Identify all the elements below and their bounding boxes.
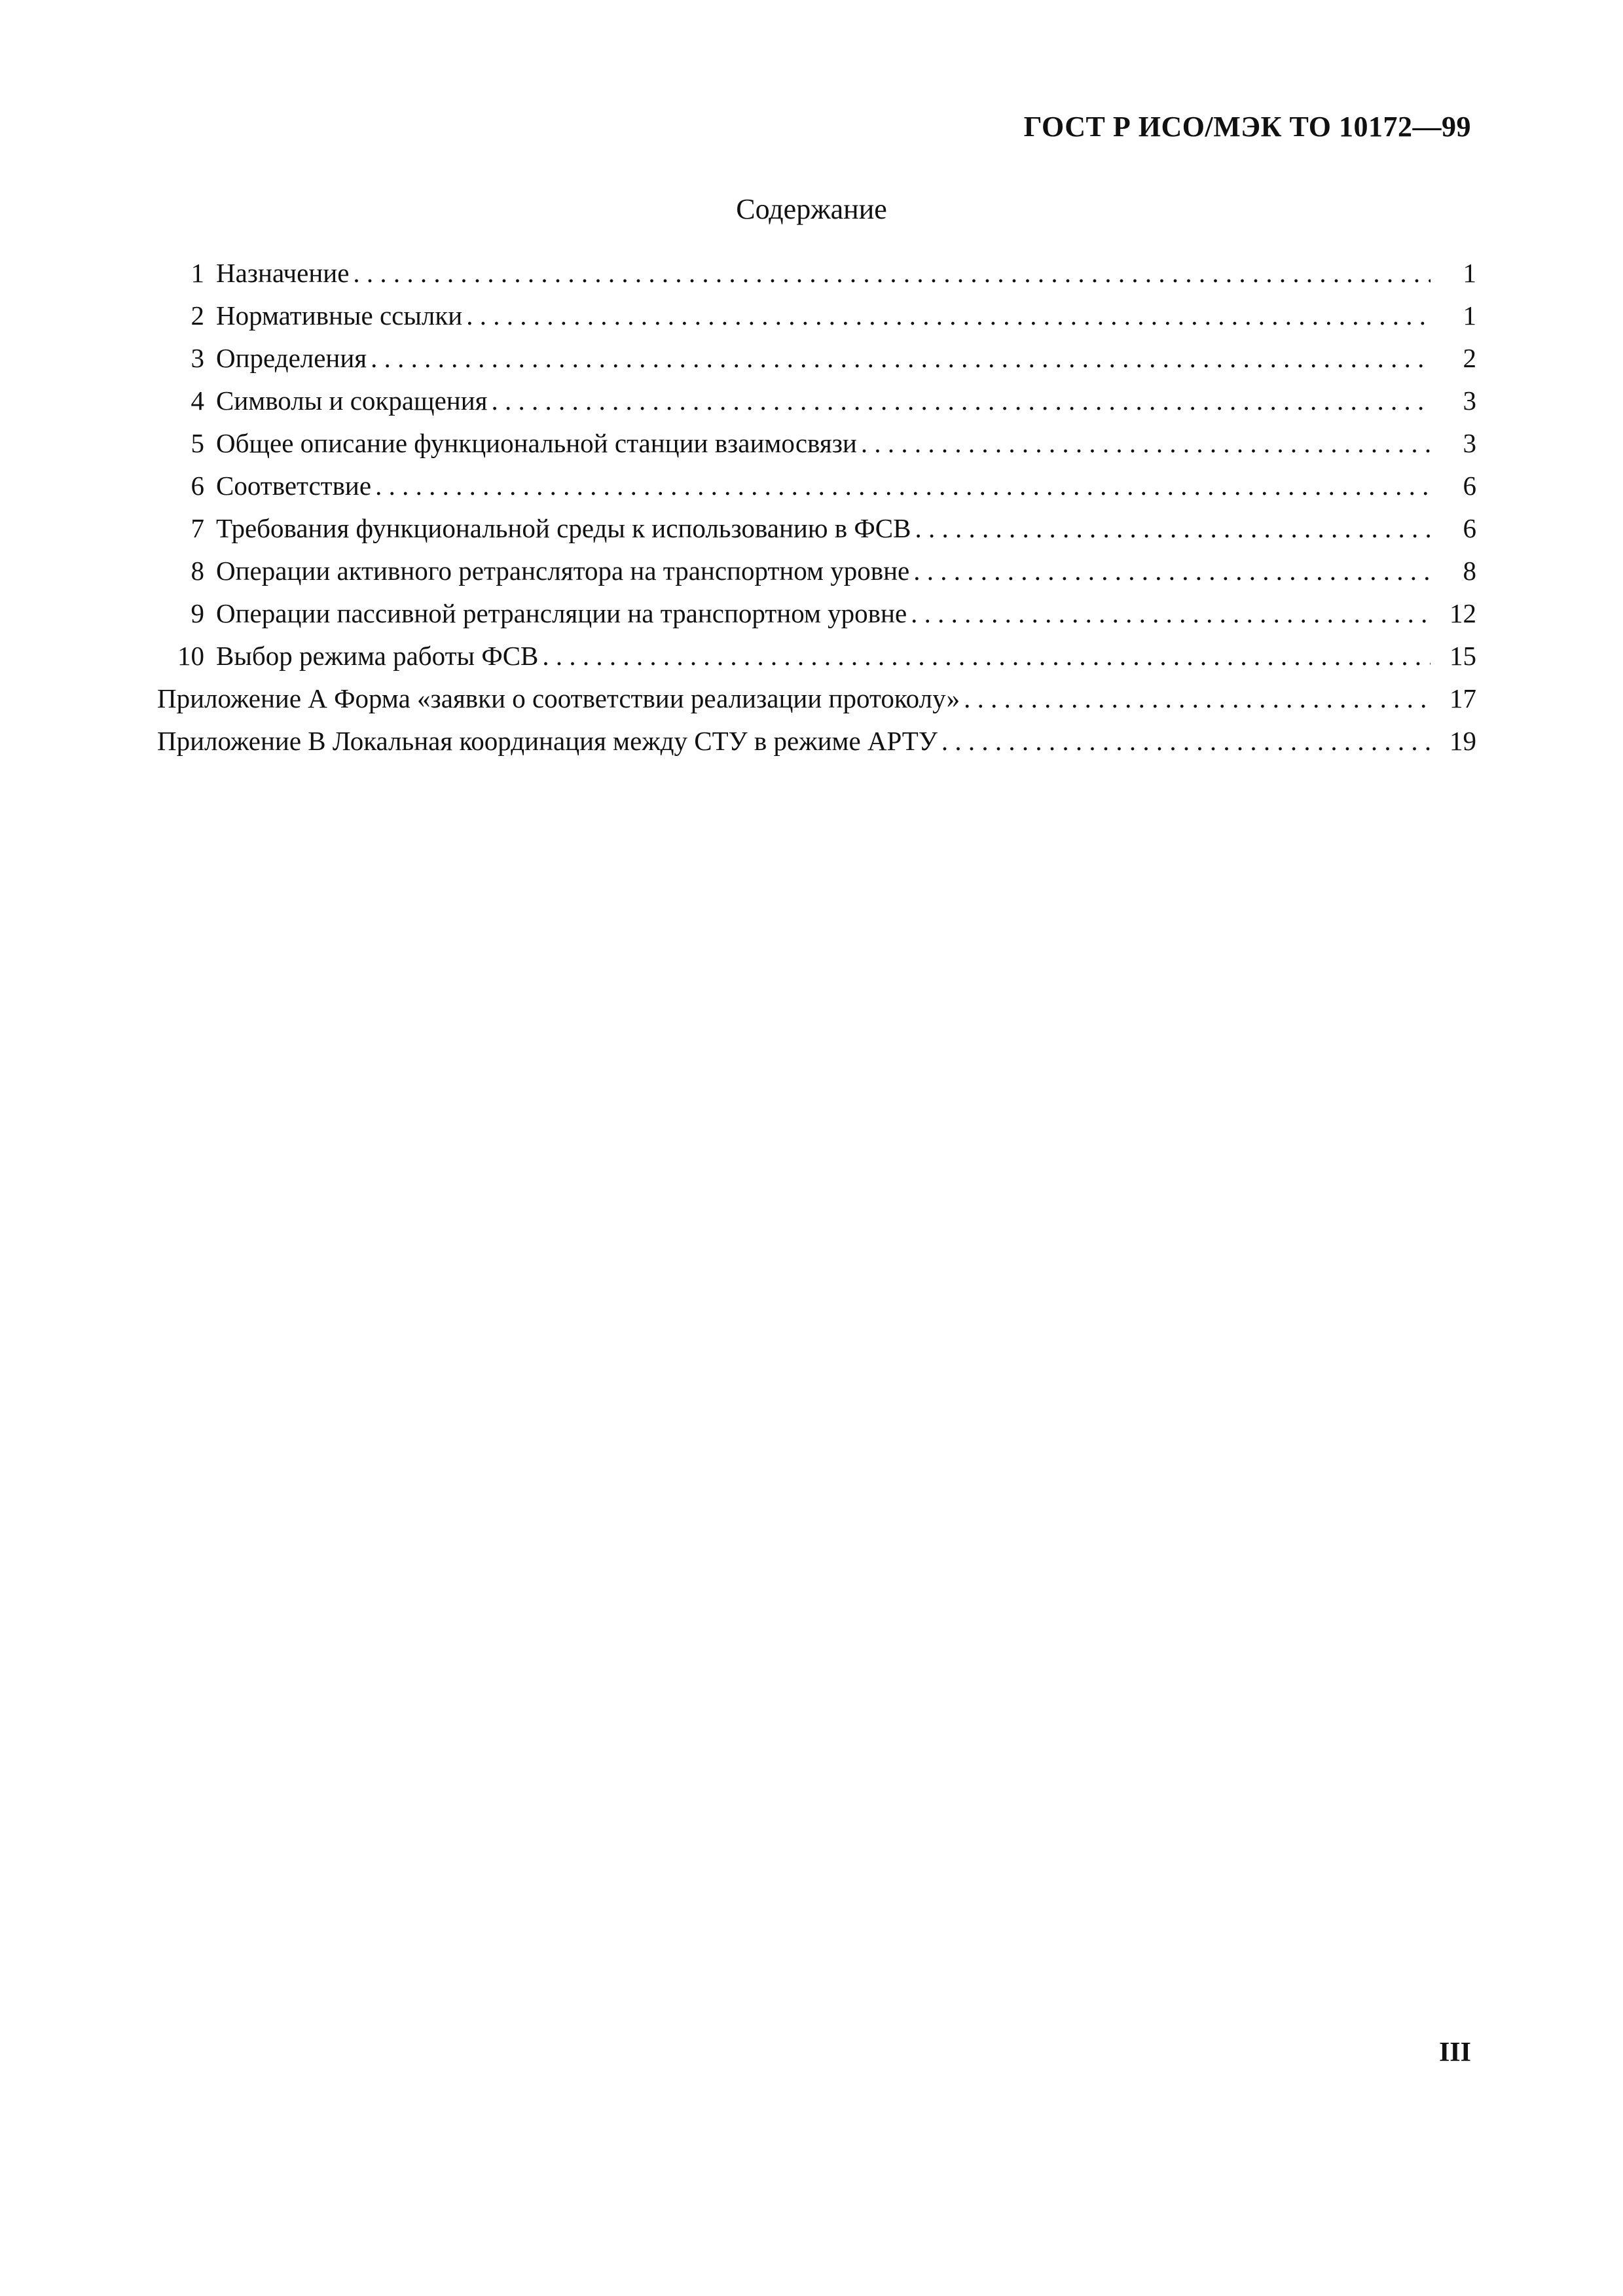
toc-entry-page: 1 bbox=[1463, 258, 1476, 288]
toc-dot-leader bbox=[492, 380, 1431, 422]
toc-entry-page: 17 bbox=[1450, 683, 1476, 713]
toc-entry-label: Назначение bbox=[216, 258, 350, 288]
toc-entry-label: Определения bbox=[216, 343, 367, 373]
toc-entry-number: 9 bbox=[191, 598, 204, 628]
toc-dot-leader bbox=[353, 252, 1431, 295]
toc-entry-label: Приложение В Локальная координация между СТУ в режиме АРТУ bbox=[157, 726, 938, 756]
toc-dot-leader bbox=[941, 720, 1431, 762]
toc-entry-page: 8 bbox=[1463, 556, 1476, 586]
toc-entry-10[interactable] bbox=[157, 635, 1476, 677]
toc-entry-page: 2 bbox=[1463, 343, 1476, 373]
toc-dot-leader bbox=[542, 635, 1431, 677]
toc-entry-page: 3 bbox=[1463, 386, 1476, 416]
toc-dot-leader bbox=[466, 295, 1431, 337]
toc-dot-leader bbox=[913, 550, 1431, 592]
toc-dot-leader bbox=[964, 677, 1431, 720]
toc-entry-label: Операции активного ретранслятора на транспортном уровне bbox=[216, 556, 910, 586]
toc-entry-6[interactable] bbox=[157, 465, 1476, 507]
toc-dot-leader bbox=[861, 422, 1431, 465]
toc-entry-number: 3 bbox=[191, 343, 204, 373]
toc-entry-1[interactable] bbox=[157, 252, 1476, 295]
toc-entry-number: 6 bbox=[191, 471, 204, 501]
toc-entry-3[interactable] bbox=[157, 337, 1476, 380]
page-number: III bbox=[1438, 2037, 1471, 2068]
toc-entry-appendix-b[interactable] bbox=[157, 720, 1476, 762]
toc-entry-number: 10 bbox=[177, 641, 204, 671]
toc-entry-label: Соответствие bbox=[216, 471, 372, 501]
toc-entry-number: 8 bbox=[191, 556, 204, 586]
document-code-header: ГОСТ Р ИСО/МЭК ТО 10172—99 bbox=[1023, 111, 1471, 143]
toc-entry-label: Приложение А Форма «заявки о соответствии реализации протоколу» bbox=[157, 683, 960, 713]
toc-dot-leader bbox=[371, 337, 1431, 380]
toc-title: Содержание bbox=[736, 193, 887, 225]
toc-entry-page: 6 bbox=[1463, 513, 1476, 543]
toc-entry-label: Символы и сокращения bbox=[216, 386, 488, 416]
toc-entry-label: Требования функциональной среды к использованию в ФСВ bbox=[216, 513, 911, 543]
toc-entry-number: 1 bbox=[191, 258, 204, 288]
toc-entry-label: Общее описание функциональной станции взаимосвязи bbox=[216, 428, 857, 458]
toc-dot-leader bbox=[915, 507, 1431, 550]
toc-entry-7[interactable] bbox=[157, 507, 1476, 550]
toc-entry-page: 15 bbox=[1450, 641, 1476, 671]
toc-entry-5[interactable] bbox=[157, 422, 1476, 465]
toc-entry-appendix-a[interactable] bbox=[157, 677, 1476, 720]
toc-entry-page: 6 bbox=[1463, 471, 1476, 501]
toc-entry-label: Нормативные ссылки bbox=[216, 300, 463, 331]
toc-entry-label: Выбор режима работы ФСВ bbox=[216, 641, 539, 671]
toc-entry-page: 19 bbox=[1450, 726, 1476, 756]
toc-entry-number: 7 bbox=[191, 513, 204, 543]
toc-entry-4[interactable] bbox=[157, 380, 1476, 422]
toc-entry-label: Операции пассивной ретрансляции на транспортном уровне bbox=[216, 598, 907, 628]
toc-entry-page: 1 bbox=[1463, 300, 1476, 331]
toc-entry-number: 2 bbox=[191, 300, 204, 331]
toc-dot-leader bbox=[375, 465, 1431, 507]
toc-entry-9[interactable] bbox=[157, 592, 1476, 635]
table-of-contents bbox=[157, 252, 1476, 762]
toc-entry-page: 12 bbox=[1450, 598, 1476, 628]
toc-entry-2[interactable] bbox=[157, 295, 1476, 337]
toc-entry-8[interactable] bbox=[157, 550, 1476, 592]
toc-entry-number: 4 bbox=[191, 386, 204, 416]
toc-entry-number: 5 bbox=[191, 428, 204, 458]
toc-dot-leader bbox=[911, 592, 1431, 635]
toc-entry-page: 3 bbox=[1463, 428, 1476, 458]
